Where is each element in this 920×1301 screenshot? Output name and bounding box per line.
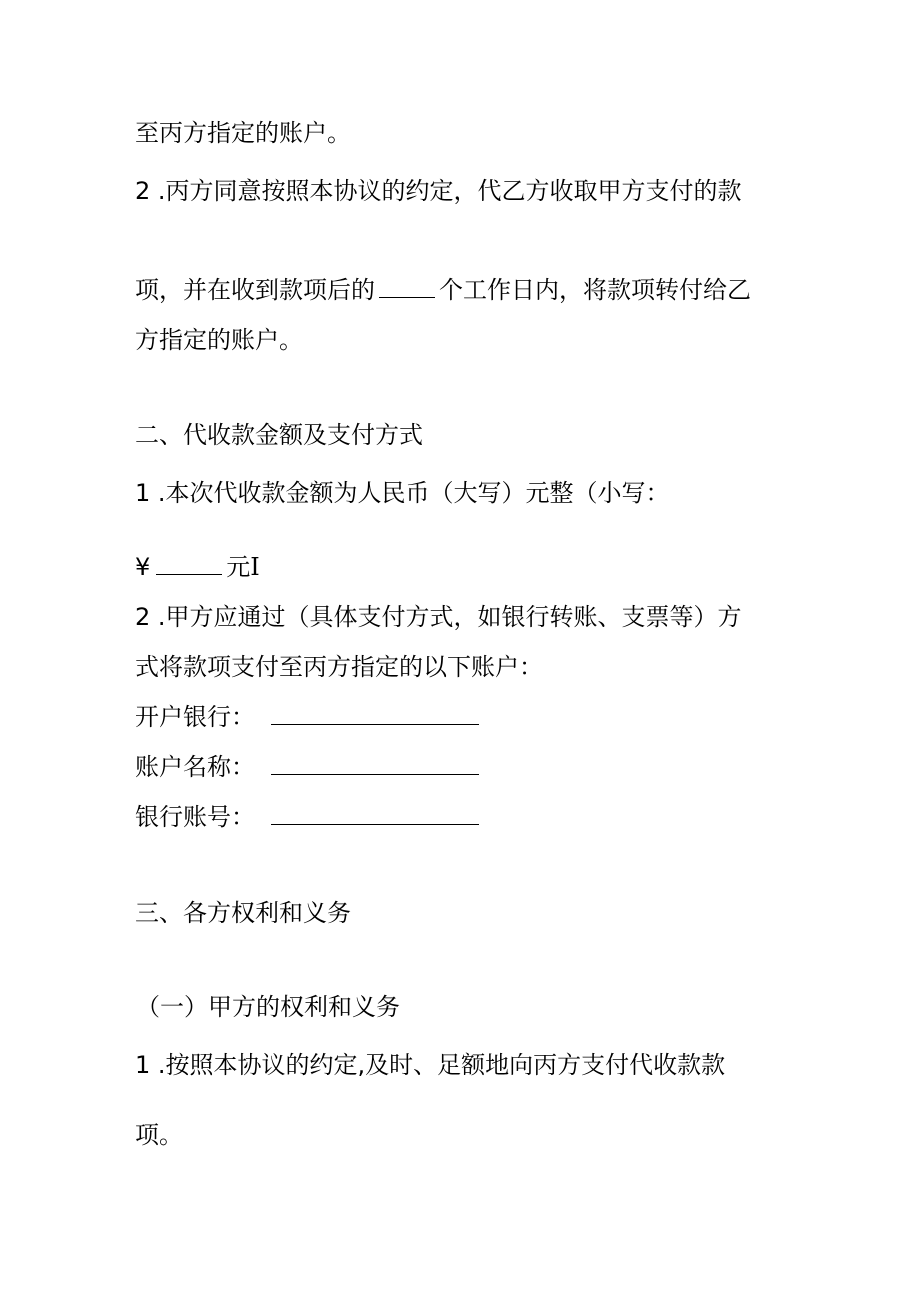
section-2-heading: 二、代收款金额及支付方式: [135, 421, 423, 449]
working-days-blank[interactable]: [379, 275, 435, 298]
bank-name-label: 开户银行：: [135, 703, 255, 731]
account-number-blank[interactable]: [271, 802, 479, 825]
clause-2-line-3: 方指定的账户。: [135, 326, 303, 354]
clause-2-line-1: 2 .丙方同意按照本协议的约定，代乙方收取甲方支付的款: [135, 177, 742, 205]
bank-name-blank[interactable]: [271, 702, 479, 725]
amount-clause-line-1: 1 .本次代收款金额为人民币（大写）元整（小写：: [135, 479, 670, 507]
amount-lowercase-blank[interactable]: [156, 552, 222, 575]
clause-2-line-2: [135, 275, 751, 305]
yuan-unit-text: 元I: [226, 553, 260, 581]
account-name-label: 账户名称：: [135, 753, 255, 781]
clause-2-text-after-blank: 个工作日内，将款项转付给乙: [439, 276, 751, 304]
payment-method-line-2: 式将款项支付至丙方指定的以下账户：: [135, 653, 543, 681]
clause-2-text-before-blank: 项，并在收到款项后的: [135, 276, 375, 304]
account-number-label: 银行账号：: [135, 803, 255, 831]
subsection-1-heading: （一）甲方的权利和义务: [136, 993, 400, 1021]
paragraph-continuation: 至丙方指定的账户。: [135, 119, 351, 147]
payment-method-line-1: 2 .甲方应通过（具体支付方式，如银行转账、支票等）方: [135, 603, 742, 631]
amount-clause-line-2: [135, 552, 260, 582]
account-name-blank[interactable]: [271, 752, 479, 775]
party-a-duty-line-1: 1 .按照本协议的约定,及时、足额地向丙方支付代收款款: [135, 1051, 726, 1079]
yuan-symbol: ¥: [135, 553, 151, 581]
section-3-heading: 三、各方权利和义务: [135, 899, 351, 927]
account-number-row: [135, 802, 479, 832]
bank-name-row: [135, 702, 479, 732]
account-name-row: [135, 752, 479, 782]
party-a-duty-line-2: 项。: [135, 1121, 183, 1149]
